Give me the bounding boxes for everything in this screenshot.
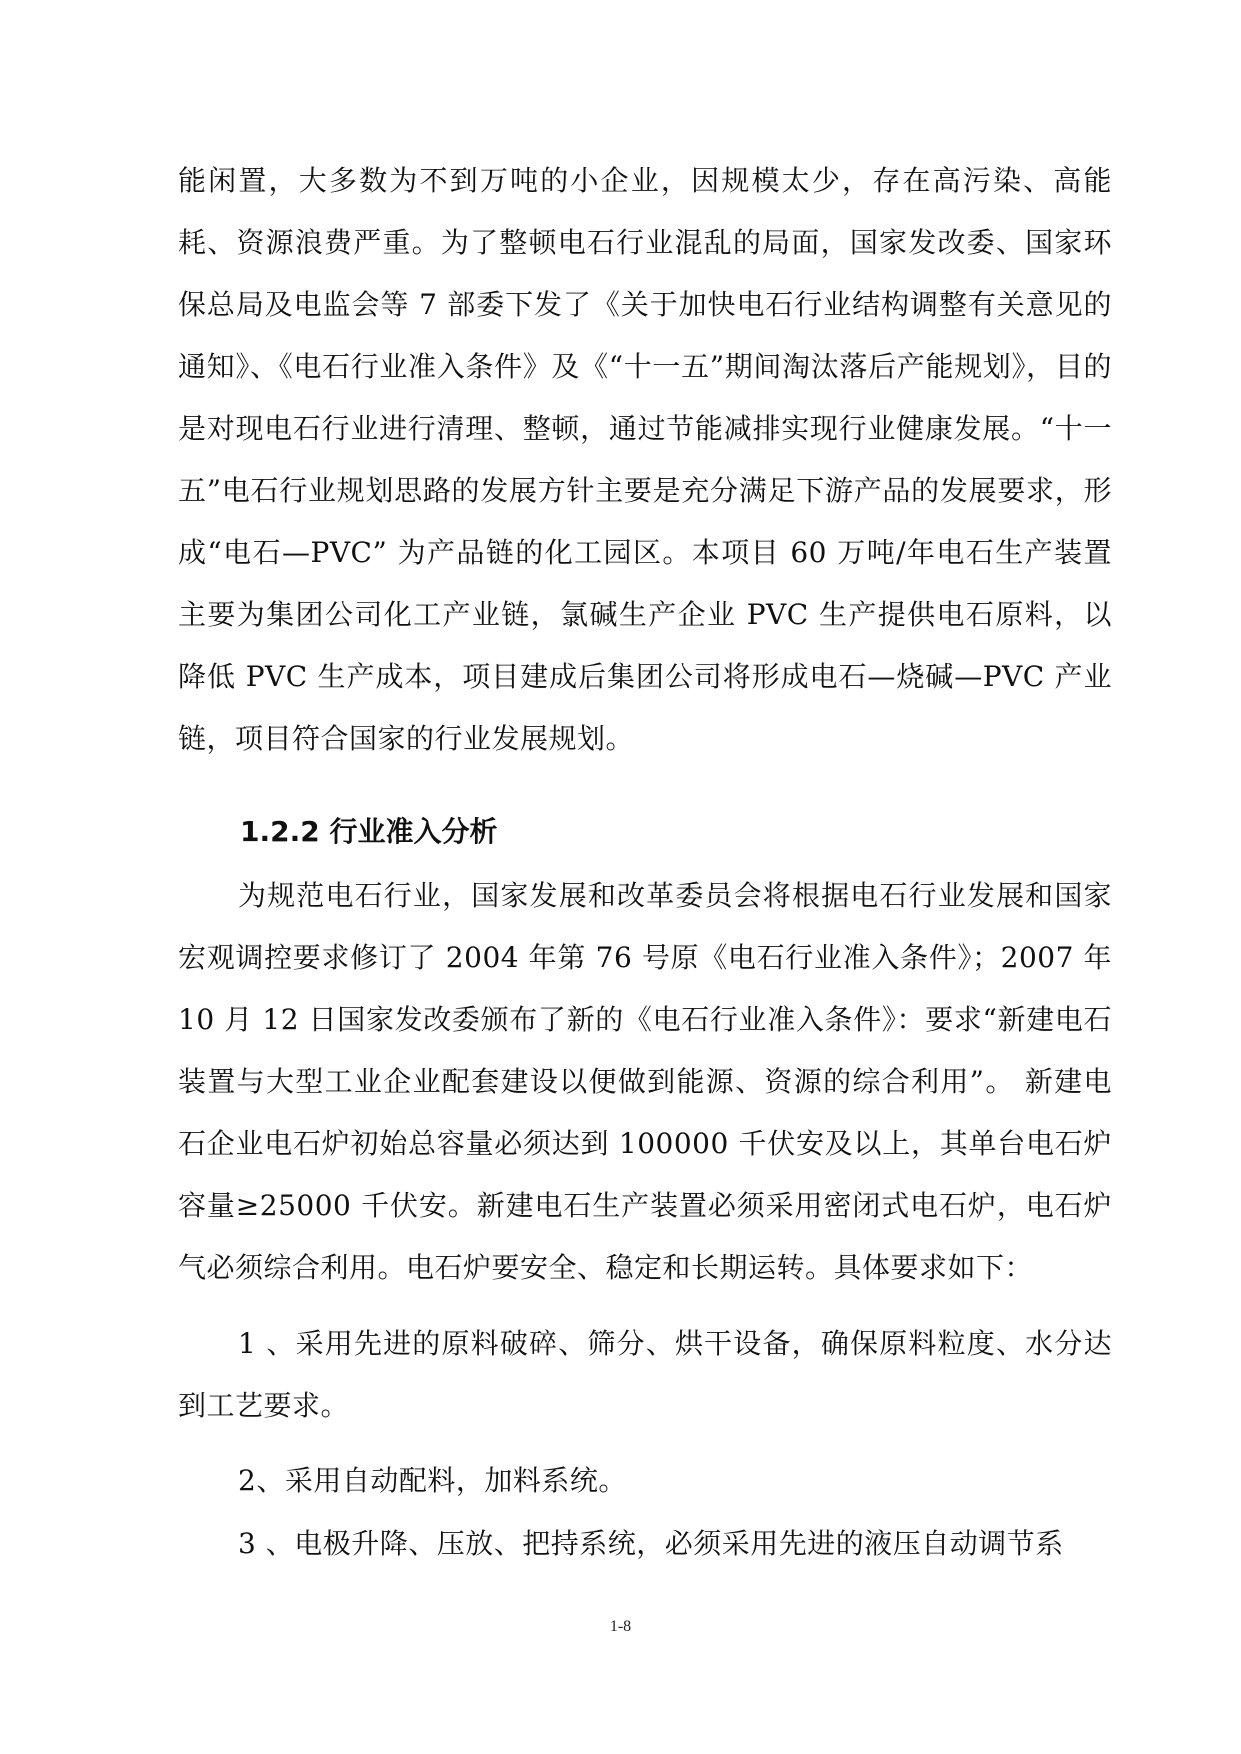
page-number: 1-8 [609, 1618, 632, 1635]
body-paragraph: 为规范电石行业，国家发展和改革委员会将根据电石行业发展和国家宏观调控要求修订了 2004 年第 76 号原《电石行业准入条件》；2007 年 10 月 12 日国家发改委颁布了新的《电石行业准入条件》：要求“新建电石装置与大型工业企业配套建设以便做到能源、资源的综合利用”。 新建电石企业电石炉初始总容量必须达到 100000 千伏安及以上，其单台电石炉容量≥25000 千伏安。新建电石生产装置必须采用密闭式电石炉，电石炉气必须综合利用。电石炉要安全、稳定和长期运转。具体要求如下： [178, 879, 1112, 1284]
section-heading: 1.2.2 行业准入分析 [240, 815, 498, 848]
list-item: 3 、电极升降、压放、把持系统，必须采用先进的液压自动调节系 [238, 1527, 1064, 1560]
list-item: 1 、采用先进的原料破碎、筛分、烘干设备，确保原料粒度、水分达到工艺要求。 [178, 1327, 1112, 1422]
body-paragraph: 能闲置，大多数为不到万吨的小企业，因规模太少，存在高污染、高能耗、资源浪费严重。为了整顿电石行业混乱的局面，国家发改委、国家环保总局及电监会等 7 部委下发了《关于加快电石行业结构调整有关意见的通知》、《电石行业准入条件》及《“十一五”期间淘汰落后产能规划》，目的是对现电石行业进行清理、整顿，通过节能减排实现行业健康发展。“十一五”电石行业规划思路的发展方针主要是充分满足下游产品的发展要求，形成“电石—PVC” 为产品链的化工园区。本项目 60 万吨/年电石生产装置主要为集团公司化工产业链，氯碱生产企业 PVC 生产提供电石原料，以降低 PVC 生产成本，项目建成后集团公司将形成电石—烧碱—PVC 产业链，项目符合国家的行业发展规划。 [178, 164, 1112, 755]
list-item: 2、采用自动配料，加料系统。 [238, 1464, 627, 1497]
